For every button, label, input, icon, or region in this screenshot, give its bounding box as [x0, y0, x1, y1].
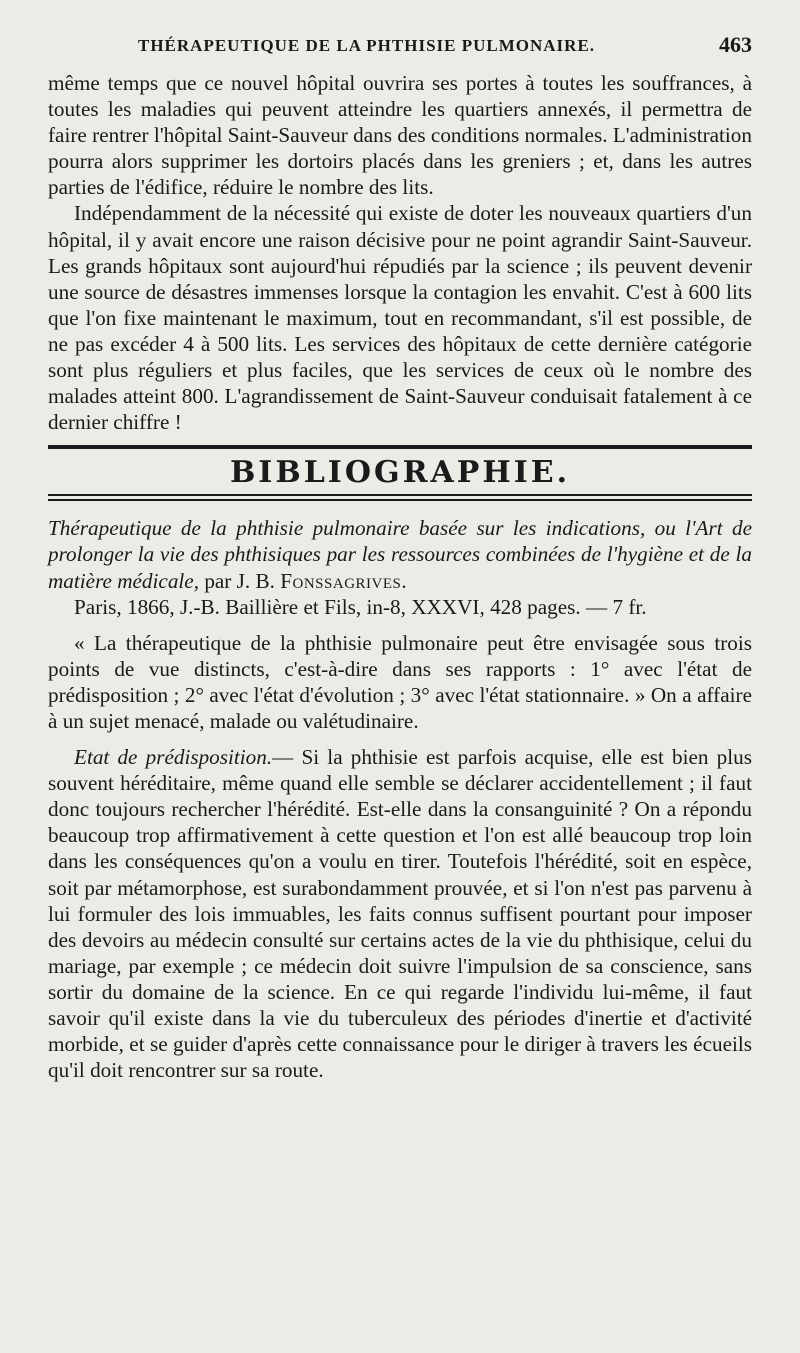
citation-author: Fonssagrives.	[280, 568, 408, 593]
page-number: 463	[719, 32, 752, 57]
running-header	[48, 30, 752, 70]
review-paragraph-body: — Si la phthisie est parfois acquise, elle est bien plus souvent héréditaire, même quand elle semble se déclarer accidentellement ; il faut donc toujours rechercher l'hérédité. Est-elle dans la consanguinité ? On a répondu beaucoup trop affirmativement à cette question et l'on est allé beaucoup trop loin dans les conséquences qu'on a voulu en tirer. Toutefois l'hérédité, soit en espèce, soit par métamorphose, est surabondamment prouvée, et si l'on n'est pas parvenu à lui formuler des lois immuables, les faits connus suffisent pourtant pour imposer des devoirs au médecin consulté sur certains actes de la vie du phthisique, celui du mariage, par exemple ; ce médecin doit suivre l'impulsion de sa conscience, sans sortir du domaine de la science. En ce qui regarde l'individu lui-même, il faut savoir qu'il existe dans la vie du tuberculeux des périodes d'inertie et d'activité morbide, et se guider d'après cette connaissance pour le diriger à travers les écueils qu'il doit rencontrer sur sa route.	[48, 745, 752, 1083]
review-paragraph: « La thérapeutique de la phthisie pulmonaire peut être envisagée sous trois points de vue distincts, c'est-à-dire dans ses rapports : 1° avec l'état de prédisposition ; 2° avec l'état d'évolution ; 3° avec l'état stationnaire. » On a affaire à un sujet menacé, malade ou valétudinaire.	[48, 630, 752, 733]
body-paragraph: même temps que ce nouvel hôpital ouvrira ses portes à toutes les souffrances, à toutes les maladies qui peuvent atteindre les quartiers annexés, il permettra de faire rentrer l'hôpital Saint-Sauveur dans des conditions normales. L'administration pourra alors supprimer les dortoirs placés dans les greniers ; et, dans les autres parties de l'édifice, réduire le nombre des lits.	[48, 71, 752, 200]
review-lead: Etat de prédisposition.	[74, 745, 273, 770]
review-text	[48, 630, 752, 1084]
running-title: THÉRAPEUTIQUE DE LA PHTHISIE PULMONAIRE.	[138, 36, 596, 55]
citation-title: Thérapeutique de la phthisie pulmonaire basée sur les indications, ou l'Art de prolonger la vie des phthisiques par les ressources combinées de l'hygiène et de la matière médicale,	[48, 516, 752, 593]
section-heading: BIBLIOGRAPHIE.	[229, 455, 571, 491]
section-double-rule	[48, 494, 752, 501]
body-paragraph: Indépendamment de la nécessité qui existe de doter les nouveaux quartiers d'un hôpital, il y avait encore une raison décisive pour ne point agrandir Saint-Sauveur. Les grands hôpitaux sont aujourd'hui répudiés par la science ; ils peuvent devenir une source de désastres immenses lorsque la contagion les envahit. C'est à 600 lits que l'on fixe maintenant le maximum, tout en recommandant, s'il est possible, de ne pas excéder 4 à 500 lits. Les services des hôpitaux de cette dernière catégorie sont plus réguliers et plus faciles, que les services de ceux où le nombre des malades atteint 800. L'agrandissement de Saint-Sauveur conduisait fatalement à ce dernier chiffre !	[48, 201, 752, 435]
body-text	[48, 70, 752, 435]
citation-by: par J. B.	[199, 568, 281, 593]
citation-imprint: Paris, 1866, J.-B. Baillière et Fils, in-8, XXXVI, 428 pages. — 7 fr.	[74, 594, 647, 619]
bibliographic-citation	[48, 515, 752, 619]
review-paragraph	[48, 744, 752, 1083]
section-rule	[48, 445, 752, 449]
